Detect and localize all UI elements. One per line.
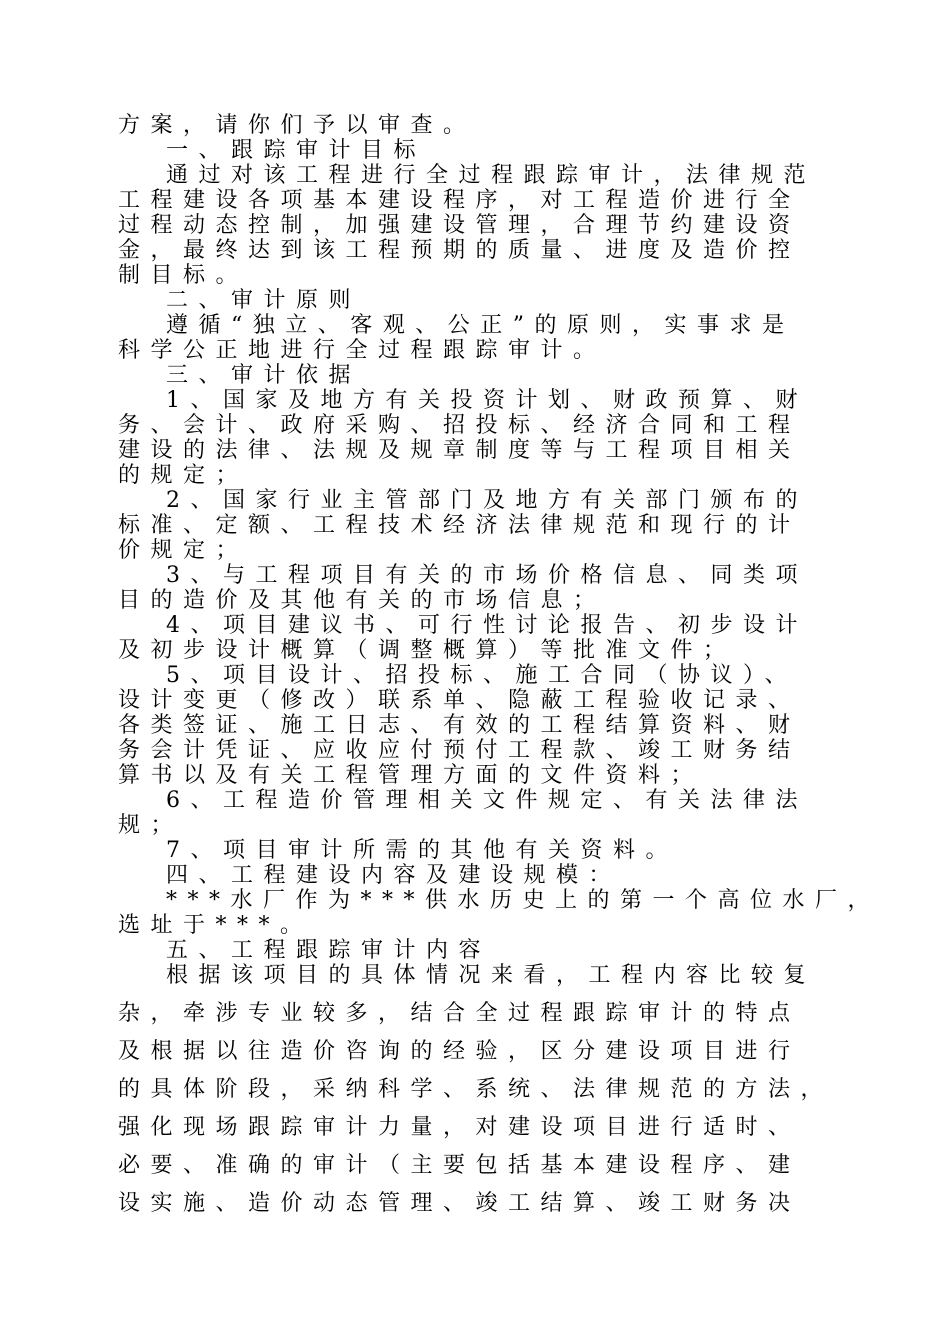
text-line: 务、会计、政府采购、招投标、经济合同和工程 xyxy=(118,413,801,438)
text-line: 必要、准确的审计（主要包括基本建设程序、建 xyxy=(118,1153,801,1178)
text-line: 的具体阶段，采纳科学、系统、法律规范的方法， xyxy=(118,1077,834,1102)
list-item-2: 2、国家行业主管部门及地方有关部门颁布的 xyxy=(166,488,808,513)
text-line: 工程建设各项基本建设程序，对工程造价进行全 xyxy=(118,188,801,213)
section-heading-1: 一、跟踪审计目标 xyxy=(166,138,427,163)
section-heading-2: 二、审计原则 xyxy=(166,288,362,313)
text-line: 杂，牵涉专业较多，结合全过程跟踪审计的特点 xyxy=(118,1001,801,1026)
section-heading-5: 五、工程跟踪审计内容 xyxy=(166,938,492,963)
text-line: 算书以及有关工程管理方面的文件资料； xyxy=(118,763,704,788)
text-line: 设实施、造价动态管理、竣工结算、竣工财务决 xyxy=(118,1191,801,1216)
list-item-7: 7、项目审计所需的其他有关资料。 xyxy=(166,838,678,863)
text-line: 科学公正地进行全过程跟踪审计。 xyxy=(118,338,606,363)
text-line: 及根据以往造价咨询的经验，区分建设项目进行 xyxy=(118,1039,801,1064)
section-heading-4: 四、工程建设内容及建设规模： xyxy=(166,863,622,888)
text-line: 根据该项目的具体情况来看，工程内容比较复 xyxy=(166,963,817,988)
list-item-1: 1、国家及地方有关投资计划、财政预算、财 xyxy=(166,388,808,413)
text-line: 标准、定额、工程技术经济法律规范和现行的计 xyxy=(118,513,801,538)
text-line: 选址于***。 xyxy=(118,913,313,938)
text-line: ***水厂作为***供水历史上的第一个高位水厂， xyxy=(166,888,881,913)
text-line: 规； xyxy=(118,813,184,838)
text-line: 强化现场跟踪审计力量，对建设项目进行适时、 xyxy=(118,1115,801,1140)
text-line: 目的造价及其他有关的市场信息； xyxy=(118,588,606,613)
text-line: 金，最终达到该工程预期的质量、进度及造价控 xyxy=(118,238,801,263)
text-line: 通过对该工程进行全过程跟踪审计，法律规范 xyxy=(166,163,817,188)
text-line: 过程动态控制，加强建设管理，合理节约建设资 xyxy=(118,213,801,238)
text-line: 各类签证、施工日志、有效的工程结算资料、财 xyxy=(118,713,801,738)
text-line: 务会计凭证、应收应付预付工程款、竣工财务结 xyxy=(118,738,801,763)
text-line: 的规定； xyxy=(118,463,249,488)
list-item-4: 4、项目建议书、可行性讨论报告、初步设计 xyxy=(166,613,808,638)
list-item-5: 5、项目设计、招投标、施工合同（协议）、 xyxy=(166,663,797,688)
list-item-6: 6、工程造价管理相关文件规定、有关法律法 xyxy=(166,788,808,813)
text-line: 遵循“独立、客观、公正”的原则，实事求是 xyxy=(166,313,795,338)
text-line: 及初步设计概算（调整概算）等批准文件； xyxy=(118,638,736,663)
text-line: 方案，请你们予以审查。 xyxy=(118,113,476,138)
text-line: 建设的法律、法规及规章制度等与工程项目相关 xyxy=(118,438,801,463)
text-line: 设计变更（修改）联系单、隐蔽工程验收记录、 xyxy=(118,688,801,713)
list-item-3: 3、与工程项目有关的市场价格信息、同类项 xyxy=(166,563,808,588)
text-line: 价规定； xyxy=(118,538,249,563)
text-line: 制目标。 xyxy=(118,263,249,288)
section-heading-3: 三、审计依据 xyxy=(166,363,362,388)
